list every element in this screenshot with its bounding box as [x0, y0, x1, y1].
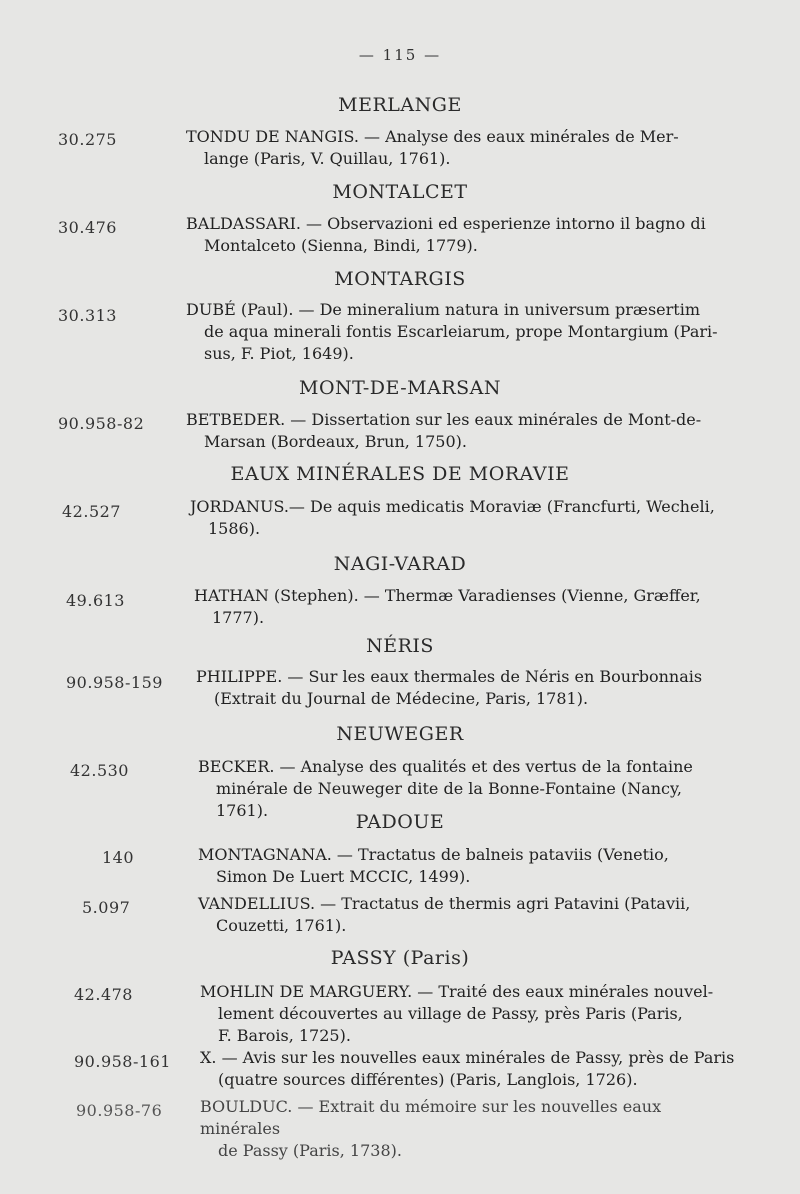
- catalog-code: 42.527: [62, 502, 121, 521]
- entry-line: Simon De Luert MCCIC, 1499).: [216, 867, 471, 886]
- bibliography-entry: [194, 585, 734, 629]
- entry-line: JORDANUS.— De aquis medicatis Moraviæ (Francfurti, Wecheli,: [190, 497, 715, 516]
- section-title: PADOUE: [355, 811, 445, 833]
- section-title: MONTARGIS: [334, 268, 466, 290]
- entry-line: (Extrait du Journal de Médecine, Paris, 1781).: [214, 689, 589, 708]
- bibliography-entry: [186, 213, 726, 257]
- section-title: MONT-DE-MARSAN: [298, 377, 502, 399]
- entry-line: DUBÉ (Paul). — De mineralium natura in universum præsertim: [186, 300, 701, 319]
- bibliography-entry: [198, 893, 738, 937]
- catalog-code: 140: [102, 848, 135, 867]
- entry-line: HATHAN (Stephen). — Thermæ Varadienses (Vienne, Græffer,: [194, 586, 701, 605]
- section-title: PASSY (Paris): [330, 947, 470, 969]
- catalog-code: 49.613: [66, 591, 125, 610]
- catalog-code: 90.958-161: [74, 1052, 171, 1071]
- entry-line: 1777).: [212, 608, 265, 627]
- entry-line: Marsan (Bordeaux, Brun, 1750).: [204, 432, 467, 451]
- catalog-code: 30.476: [58, 218, 117, 237]
- bibliography-entry: [186, 299, 726, 365]
- section-title: MONTALCET: [332, 181, 468, 203]
- section-title: EAUX MINÉRALES DE MORAVIE: [230, 463, 570, 485]
- entry-line: TONDU DE NANGIS. — Analyse des eaux minérales de Mer-: [186, 127, 679, 146]
- entry-line: BETBEDER. — Dissertation sur les eaux minérales de Mont-de-: [186, 410, 702, 429]
- catalog-code: 90.958-76: [76, 1101, 163, 1120]
- entry-line: Montalceto (Sienna, Bindi, 1779).: [204, 236, 478, 255]
- bibliography-entry: [186, 409, 726, 453]
- entry-line: PHILIPPE. — Sur les eaux thermales de Néris en Bourbonnais: [196, 667, 703, 686]
- section-title: NAGI-VARAD: [333, 553, 467, 575]
- entry-line: lange (Paris, V. Quillau, 1761).: [204, 149, 451, 168]
- bibliography-entry: [200, 1096, 740, 1162]
- entry-line: BECKER. — Analyse des qualités et des vertus de la fontaine: [198, 757, 693, 776]
- entry-line: X. — Avis sur les nouvelles eaux minérales de Passy, près de Paris: [200, 1048, 735, 1067]
- entry-line: BOULDUC. — Extrait du mémoire sur les nouvelles eaux minérales: [200, 1097, 662, 1138]
- entry-line: 1586).: [208, 519, 261, 538]
- bibliography-entry: [196, 666, 736, 710]
- catalog-code: 90.958-82: [58, 414, 145, 433]
- entry-line: BALDASSARI. — Observazioni ed esperienze intorno il bagno di: [186, 214, 706, 233]
- catalog-code: 90.958-159: [66, 673, 163, 692]
- entry-line: VANDELLIUS. — Tractatus de thermis agri Patavini (Patavii,: [198, 894, 691, 913]
- entry-line: Couzetti, 1761).: [216, 916, 347, 935]
- bibliography-entry: [186, 126, 726, 170]
- entry-line: de aqua minerali fontis Escarleiarum, prope Montargium (Pari-: [204, 322, 718, 341]
- catalog-code: 42.530: [70, 761, 129, 780]
- entry-line: minérale de Neuweger dite de la Bonne-Fontaine (Nancy, 1761).: [216, 779, 683, 820]
- entry-line: sus, F. Piot, 1649).: [204, 344, 354, 363]
- entry-line: de Passy (Paris, 1738).: [218, 1141, 402, 1160]
- entry-line: lement découvertes au village de Passy, près Paris (Paris,: [218, 1004, 683, 1023]
- bibliography-entry: [190, 496, 730, 540]
- catalog-code: 30.275: [58, 130, 117, 149]
- section-title: NÉRIS: [366, 635, 434, 657]
- catalog-code: 42.478: [74, 985, 133, 1004]
- bibliography-entry: [200, 981, 740, 1047]
- catalog-code: 30.313: [58, 306, 117, 325]
- entry-line: MOHLIN DE MARGUERY. — Traité des eaux minérales nouvel-: [200, 982, 714, 1001]
- catalog-code: 5.097: [82, 898, 131, 917]
- entry-line: F. Barois, 1725).: [218, 1026, 351, 1045]
- bibliography-entry: [200, 1047, 740, 1091]
- page-number: — 115 —: [358, 46, 442, 64]
- bibliography-entry: [198, 844, 738, 888]
- section-title: NEUWEGER: [336, 723, 464, 745]
- entry-line: (quatre sources différentes) (Paris, Langlois, 1726).: [218, 1070, 638, 1089]
- section-title: MERLANGE: [338, 94, 462, 116]
- entry-line: MONTAGNANA. — Tractatus de balneis pataviis (Venetio,: [198, 845, 669, 864]
